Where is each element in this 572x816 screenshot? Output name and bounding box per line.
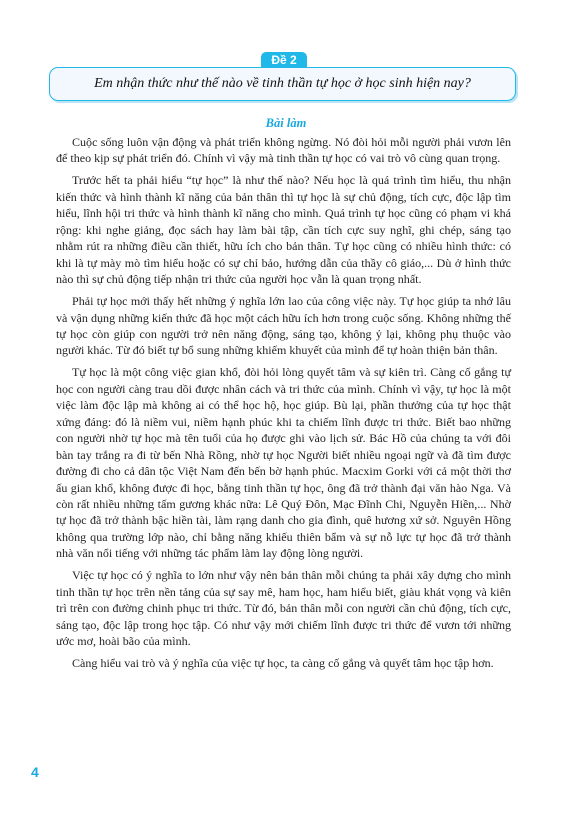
page-number: 4 [31,764,39,780]
essay-paragraph: Trước hết ta phải hiểu “tự học” là như thế nào? Nếu học là quá trình tìm hiểu, thu nhận kiến thức và hình thành kĩ năng của bản thân thì tự học là sự chủ động, tích cực, độc lập tìm hiểu, lĩnh hội tri thức và hình thành kĩ năng cho mình. Quá trình tự học cũng có phạm vi khá rộng: khi nghe giảng, đọc sách hay làm bài tập, cần tích cực suy nghĩ, ghi chép, sáng tạo nhằm rút ra những điều cần thiết, hữu ích cho bản thân. Tự học cũng có nhiều hình thức: có khi là tự mày mò tìm hiểu hoặc có sự chỉ bảo, hướng dẫn của thầy cô giáo,... Dù ở hình thức nào thì sự chủ động tiếp nhận tri thức của người học vẫn là quan trọng nhất. [56,173,511,287]
section-tab: Đề 2 [261,52,307,68]
essay-paragraph: Cuộc sống luôn vận động và phát triển không ngừng. Nó đòi hỏi mỗi người phải vươn lên để theo kịp sự phát triển đó. Chính vì vậy mà tinh thần tự học có vai trò vô cùng quan trọng. [56,135,511,166]
essay-paragraph: Phải tự học mới thấy hết những ý nghĩa lớn lao của công việc này. Tự học giúp ta nhớ lâu và vận dụng những kiến thức đã học một cách hữu ích hơn trong cuộc sống. Không những thế tự học còn giúp con người trở nên năng động, sáng tạo, không ỷ lại, không phụ thuộc vào người khác. Từ đó biết tự bổ sung những khiếm khuyết của mình để tự hoàn thiện bản thân. [56,294,511,358]
essay-paragraph: Việc tự học có ý nghĩa to lớn như vậy nên bản thân mỗi chúng ta phải xây dựng cho mình tinh thần tự học trên nền tảng của sự say mê, ham học, ham hiểu biết, giàu khát vọng và kiên trì trên con đường chinh phục tri thức. Từ đó, bản thân mỗi con người cần chủ động, tích cực, sáng tạo, độc lập trong học tập. Có như vậy mới chiếm lĩnh được tri thức để vươn tới những ước mơ, hoài bão của mình. [56,568,511,649]
question-text: Em nhận thức như thế nào về tinh thần tự học ở học sinh hiện nay? [94,76,471,91]
essay-paragraph: Tự học là một công việc gian khổ, đòi hỏi lòng quyết tâm và sự kiên trì. Càng cố gắng tự học con người càng trau dồi được nhân cách và tri thức của mình. Chính vì vậy, tự học là một việc làm độc lập mà không ai có thể học hộ, học giúp. Bù lại, phần thưởng của tự học thật xứng đáng: đó là niềm vui, niềm hạnh phúc khi ta chiếm lĩnh được tri thức. Biết bao những con người nhờ tự học mà tên tuổi của họ được ghi vào lịch sử. Bác Hồ của chúng ta với đôi bàn tay trắng ra đi từ bến Nhà Rồng, nhờ tự học Người biết nhiều ngoại ngữ và đã tìm được đường đi cho cả dân tộc Việt Nam đến bến bờ hạnh phúc. Macxim Gorki với cả một thời thơ ấu gian khổ, không được đi học, bằng tinh thần tự học, ông đã trở thành đại văn hào Nga. Và còn rất nhiều những tấm gương khác nữa: Lê Quý Đôn, Mạc Đĩnh Chi, Nguyễn Hiền,... Nhờ tự học đã trở thành bậc hiền tài, làm rạng danh cho gia đình, quê hương xứ sở. Nguyên Hồng không qua trường lớp nào, chỉ bằng năng khiếu thiên bẩm và sự nỗ lực tự học đã trở thành nhà văn nổi tiếng với những tác phẩm làm lay động lòng người. [56,365,511,561]
essay-body [56,134,511,677]
essay-heading: Bài làm [265,116,307,130]
essay-paragraph: Càng hiểu vai trò và ý nghĩa của việc tự học, ta càng cố gắng và quyết tâm học tập hơn. [72,656,494,671]
question-box [49,67,516,101]
